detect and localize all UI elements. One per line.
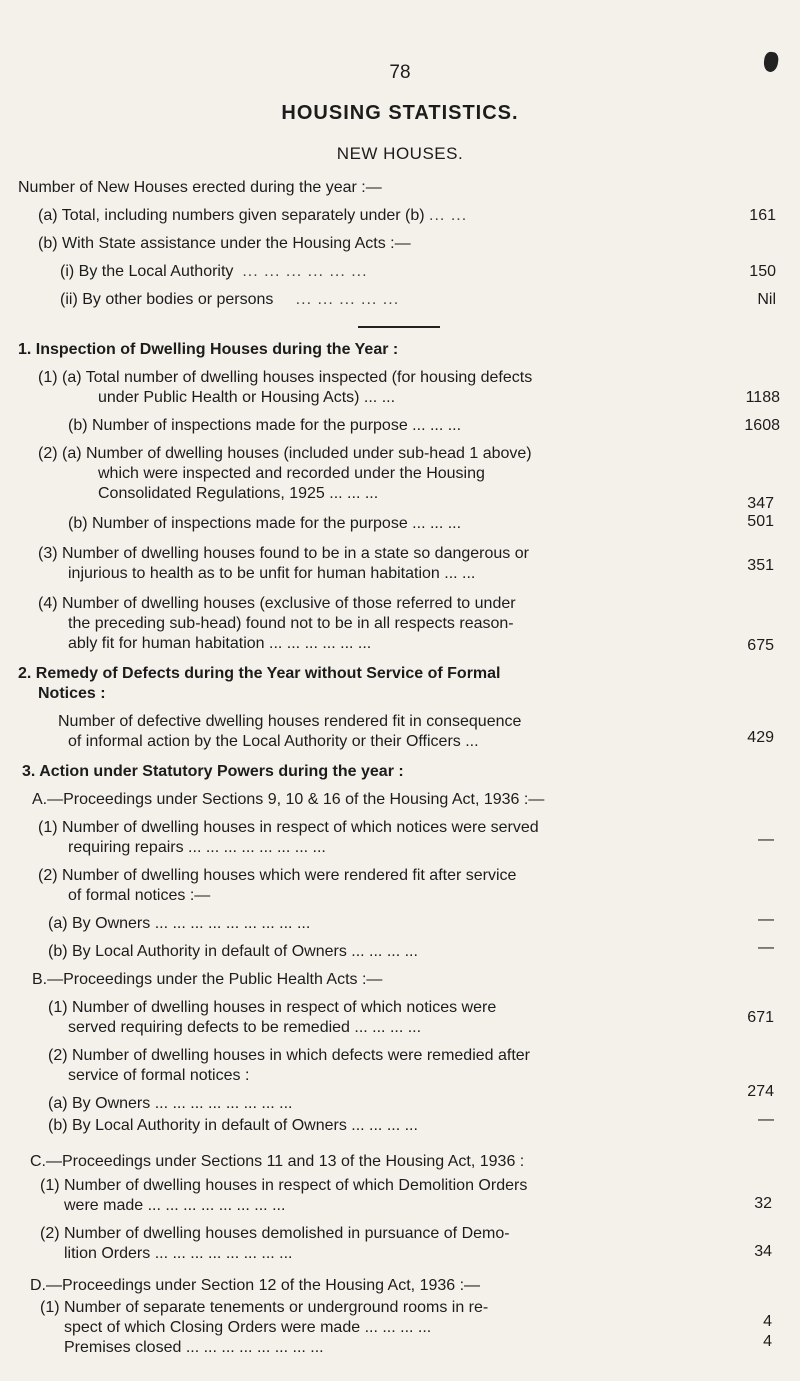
s3-C-heading: C.—Proceedings under Sections 11 and 13 of the Housing Act, 1936 : (30, 1153, 525, 1170)
s3-D1-value: 4 (763, 1313, 772, 1330)
s1-1a-line1: (1) (a) Total number of dwelling houses inspected (for housing defects (38, 369, 533, 386)
s2-value: 429 (747, 729, 774, 746)
s1-4-line3: ably fit for human habitation ... ... ... ... ... ... (68, 635, 372, 652)
new-houses-i-label (60, 262, 368, 282)
s1-2a-value: 347 (747, 495, 774, 512)
s2-line2: of informal action by the Local Authority or their Officers ... (68, 733, 479, 750)
s3-C1-line1: (1) Number of dwelling houses in respect of which Demolition Orders (40, 1177, 528, 1194)
s3-Ba-value: 274 (747, 1083, 774, 1100)
s3-B1-line2: served requiring defects to be remedied ... ... ... ... (68, 1019, 422, 1036)
s1-2b-value: 501 (747, 513, 774, 530)
s3-A-heading: A.—Proceedings under Sections 9, 10 & 16 of the Housing Act, 1936 :— (32, 791, 545, 808)
s1-4-line1: (4) Number of dwelling houses (exclusive of those referred to under (38, 595, 516, 612)
s3-C1-value: 32 (754, 1195, 772, 1212)
new-houses-i-text: (i) By the Local Authority (60, 263, 234, 280)
s3-B2-line2: service of formal notices : (68, 1067, 250, 1084)
s3-C2-value: 34 (754, 1243, 772, 1260)
s3-Aa-value: — (758, 911, 774, 928)
s1-2a-line3: Consolidated Regulations, 1925 ... ... ... (98, 485, 379, 502)
s1-4-value: 675 (747, 637, 774, 654)
new-houses-a-text: (a) Total, including numbers given separately under (b) (38, 207, 425, 224)
s1-1a-value: 1188 (745, 389, 780, 406)
s1-2a-line2: which were inspected and recorded under the Housing (98, 465, 485, 482)
new-houses-ii-label (60, 290, 399, 310)
s3-A2-line2: of formal notices :— (68, 887, 211, 904)
divider-rule (358, 326, 440, 328)
s3-D1-line1: (1) Number of separate tenements or underground rooms in re- (40, 1299, 489, 1316)
s1-2a-line1: (2) (a) Number of dwelling houses (included under sub-head 1 above) (38, 445, 532, 462)
s3-A1-value: — (758, 831, 774, 848)
s1-4-line2: the preceding sub-head) found not to be in all respects reason- (68, 615, 514, 632)
s2-line1: Number of defective dwelling houses rendered fit in consequence (58, 713, 522, 730)
page-number: 78 (389, 62, 411, 83)
new-houses-intro: Number of New Houses erected during the year :— (18, 179, 382, 196)
s1-1b-value: 1608 (744, 417, 780, 434)
s3-C2-line1: (2) Number of dwelling houses demolished in pursuance of Demo- (40, 1225, 510, 1242)
s1-3-line2: injurious to health as to be unfit for human habitation ... ... (68, 565, 476, 582)
s3-D1-line2: spect of which Closing Orders were made ... ... ... ... (64, 1319, 432, 1336)
s3-Bb-line: (b) By Local Authority in default of Owners ... ... ... ... (48, 1117, 418, 1134)
s3-Bb-value: — (758, 1111, 774, 1128)
page-title: HOUSING STATISTICS. (281, 102, 519, 124)
new-houses-a-label (38, 206, 467, 226)
new-houses-ii-value: Nil (757, 291, 776, 308)
s1-1b-line: (b) Number of inspections made for the purpose ... ... ... (68, 417, 462, 434)
s3-B-heading: B.—Proceedings under the Public Health Acts :— (32, 971, 383, 988)
s3-D-heading: D.—Proceedings under Section 12 of the Housing Act, 1936 :— (30, 1277, 481, 1294)
s3-Ba-line: (a) By Owners ... ... ... ... ... ... ... ... (48, 1095, 293, 1112)
s3-Ab-line: (b) By Local Authority in default of Owners ... ... ... ... (48, 943, 418, 960)
leader-dots: ... ... (429, 207, 468, 224)
s3-Ab-value: — (758, 939, 774, 956)
section-3-heading: 3. Action under Statutory Powers during the year : (22, 763, 404, 780)
s3-Aa-line: (a) By Owners ... ... ... ... ... ... ... ... ... (48, 915, 311, 932)
s3-A2-line1: (2) Number of dwelling houses which were rendered fit after service (38, 867, 517, 884)
s1-2b-line: (b) Number of inspections made for the purpose ... ... ... (68, 515, 462, 532)
s3-C1-line2: were made ... ... ... ... ... ... ... ... (64, 1197, 286, 1214)
s3-D2-value: 4 (763, 1333, 772, 1350)
new-houses-b-label: (b) With State assistance under the Housing Acts :— (38, 235, 411, 252)
s3-C2-line2: lition Orders ... ... ... ... ... ... ... ... (64, 1245, 293, 1262)
s3-A1-line2: requiring repairs ... ... ... ... ... ... ... ... (68, 839, 326, 856)
section-1-heading: 1. Inspection of Dwelling Houses during the Year : (18, 341, 399, 358)
section-2-heading-line1: 2. Remedy of Defects during the Year without Service of Formal (18, 665, 501, 682)
s3-B1-line1: (1) Number of dwelling houses in respect of which notices were (48, 999, 497, 1016)
s1-3-line1: (3) Number of dwelling houses found to be in a state so dangerous or (38, 545, 529, 562)
s3-B2-line1: (2) Number of dwelling houses in which defects were remedied after (48, 1047, 531, 1064)
s1-1a-line2: under Public Health or Housing Acts) ... ... (98, 389, 396, 406)
new-houses-i-value: 150 (749, 263, 776, 280)
section-2-heading-line2: Notices : (38, 685, 106, 702)
new-houses-ii-text: (ii) By other bodies or persons (60, 291, 274, 308)
new-houses-a-value: 161 (749, 207, 776, 224)
s3-B1-value: 671 (747, 1009, 774, 1026)
section-subtitle: NEW HOUSES. (336, 144, 464, 163)
leader-dots: ... ... ... ... ... ... (242, 263, 368, 280)
s1-3-value: 351 (747, 557, 774, 574)
s3-A1-line1: (1) Number of dwelling houses in respect of which notices were served (38, 819, 539, 836)
s3-D2-line: Premises closed ... ... ... ... ... ... ... ... (64, 1339, 324, 1356)
leader-dots: ... ... ... ... ... (295, 291, 400, 308)
